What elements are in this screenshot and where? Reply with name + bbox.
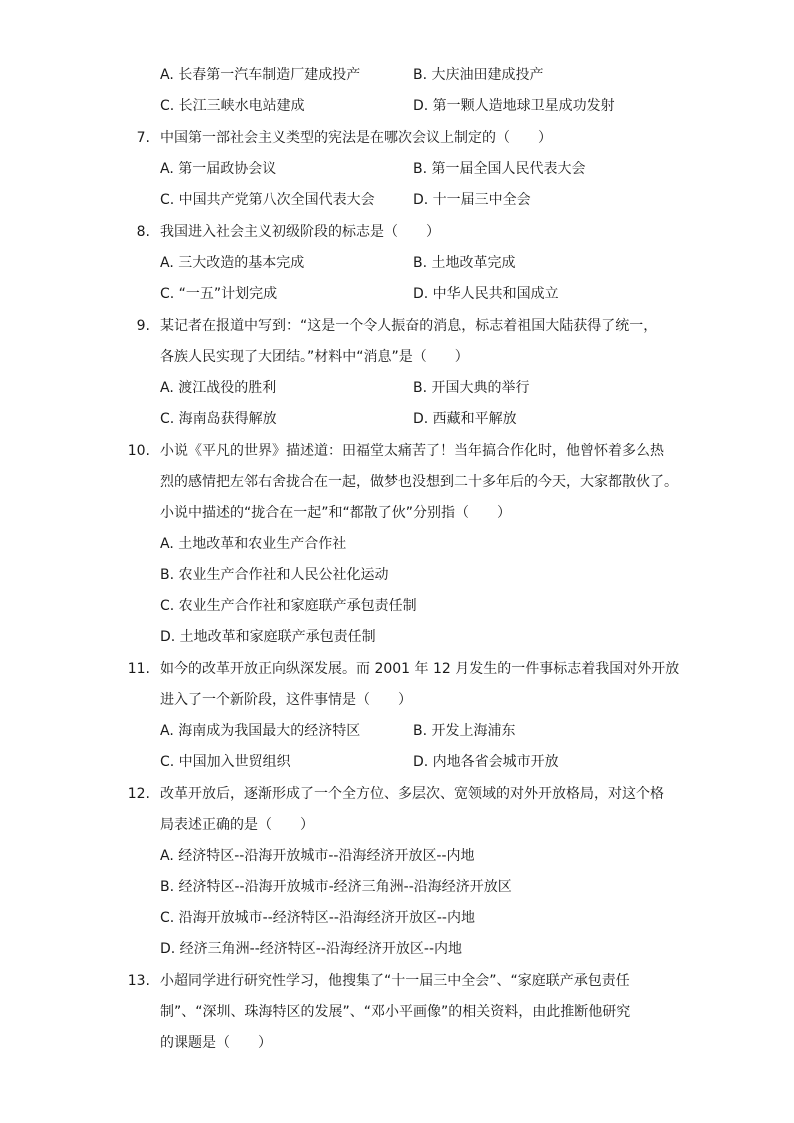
q10-stem-line-2: 烈的感情把左邻右舍拢合在一起，做梦也没想到二十多年后的今天，大家都散伙了。	[160, 474, 678, 490]
q10-option-a: A. 土地改革和农业生产合作社	[160, 536, 347, 552]
q6-option-b: B. 大庆油田建成投产	[413, 67, 544, 83]
q8-option-b: B. 土地改革完成	[413, 255, 516, 271]
q7-number: 7.	[136, 130, 150, 146]
q12-stem-line-2: 局表述正确的是（ ）	[160, 817, 314, 833]
q7-option-a: A. 第一届政协会议	[160, 161, 277, 177]
q11-number: 11.	[127, 661, 150, 677]
q8-stem: 我国进入社会主义初级阶段的标志是（ ）	[160, 224, 440, 240]
q9-option-a: A. 渡江战役的胜利	[160, 380, 277, 396]
q9-option-c: C. 海南岛获得解放	[160, 411, 277, 427]
q10-option-d: D. 土地改革和家庭联产承包责任制	[160, 629, 376, 645]
q13-number: 13.	[127, 973, 150, 989]
q9-option-b: B. 开国大典的举行	[413, 380, 530, 396]
q6-option-c: C. 长江三峡水电站建成	[160, 98, 305, 114]
q10-option-c: C. 农业生产合作社和家庭联产承包责任制	[160, 598, 417, 614]
q11-option-b: B. 开发上海浦东	[413, 723, 516, 739]
q12-option-d: D. 经济三角洲--经济特区--沿海经济开放区--内地	[160, 941, 462, 957]
q12-option-b: B. 经济特区--沿海开放城市-经济三角洲--沿海经济开放区	[160, 879, 512, 895]
q8-option-a: A. 三大改造的基本完成	[160, 255, 305, 271]
q11-stem-line-2: 进入了一个新阶段，这件事情是（ ）	[160, 692, 412, 708]
q12-stem-line-1: 改革开放后，逐渐形成了一个全方位、多层次、宽领域的对外开放格局，对这个格	[160, 786, 664, 802]
q8-option-d: D. 中华人民共和国成立	[413, 286, 559, 302]
q12-option-a: A. 经济特区--沿海开放城市--沿海经济开放区--内地	[160, 848, 475, 864]
q6-option-a: A. 长春第一汽车制造厂建成投产	[160, 67, 361, 83]
q13-stem-line-3: 的课题是（ ）	[160, 1035, 272, 1051]
q13-stem-line-1: 小超同学进行研究性学习，他搜集了“十一届三中全会”、“家庭联产承包责任	[160, 973, 630, 989]
q7-option-d: D. 十一届三中全会	[413, 192, 531, 208]
q7-stem: 中国第一部社会主义类型的宪法是在哪次会议上制定的（ ）	[160, 130, 552, 146]
q11-option-a: A. 海南成为我国最大的经济特区	[160, 723, 361, 739]
q11-option-c: C. 中国加入世贸组织	[160, 754, 291, 770]
q8-number: 8.	[136, 224, 150, 240]
q9-option-d: D. 西藏和平解放	[413, 411, 517, 427]
q7-option-c: C. 中国共产党第八次全国代表大会	[160, 192, 375, 208]
q10-option-b: B. 农业生产合作社和人民公社化运动	[160, 567, 389, 583]
q9-stem-line-1: 某记者在报道中写到：“这是一个令人振奋的消息，标志着祖国大陆获得了统一，	[160, 318, 658, 334]
q11-option-d: D. 内地各省会城市开放	[413, 754, 559, 770]
q11-stem-line-1: 如今的改革开放正向纵深发展。而 2001 年 12 月发生的一件事标志着我国对外开放	[160, 661, 680, 677]
q12-number: 12.	[127, 786, 150, 802]
q8-option-c: C. “一五”计划完成	[160, 286, 278, 302]
q13-stem-line-2: 制”、“深圳、珠海特区的发展”、“邓小平画像”的相关资料，由此推断他研究	[160, 1004, 631, 1020]
q9-number: 9.	[136, 318, 150, 334]
q9-stem-line-2: 各族人民实现了大团结。”材料中“消息”是（ ）	[160, 349, 469, 365]
q12-option-c: C. 沿海开放城市--经济特区--沿海经济开放区--内地	[160, 910, 475, 926]
q6-option-d: D. 第一颗人造地球卫星成功发射	[413, 98, 615, 114]
q10-number: 10.	[127, 443, 150, 459]
q7-option-b: B. 第一届全国人民代表大会	[413, 161, 586, 177]
q10-stem-line-1: 小说《平凡的世界》描述道：田福堂太痛苦了！当年搞合作化时，他曾怀着多么热	[160, 443, 664, 459]
q10-stem-line-3: 小说中描述的“拢合在一起”和“都散了伙”分别指（ ）	[160, 505, 512, 521]
